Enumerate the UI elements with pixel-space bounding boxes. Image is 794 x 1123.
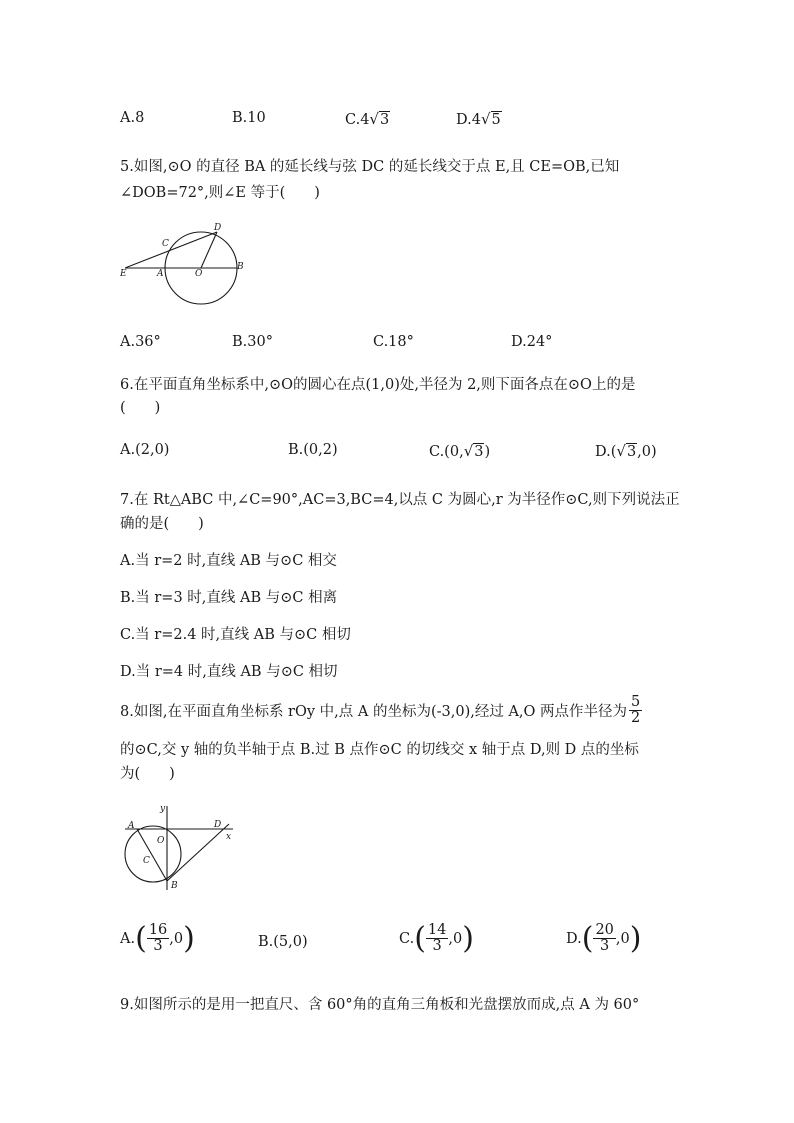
q7-option-c: C.当 r=2.4 时,直线 AB 与⊙C 相切 — [120, 627, 351, 643]
label-o: O — [195, 269, 203, 279]
q4-option-b: B.10 — [232, 110, 266, 126]
q6-stem-line1: 6.在平面直角坐标系中,⊙O的圆心在点(1,0)处,半径为 2,则下面各点在⊙O上的是 — [120, 377, 636, 393]
sqrt-symbol: √3 — [463, 442, 484, 460]
q8-option-b: B.(5,0) — [258, 934, 308, 950]
label-b: B — [171, 881, 178, 891]
q5-option-a: A.36° — [120, 334, 161, 350]
q8-stem-line1: 8.如图,在平面直角坐标系 rOy 中,点 A 的坐标为(-3,0),经过 A,O 两点作半径为 $\frac{5}{2}$ — [120, 694, 641, 727]
circle-c — [125, 826, 181, 882]
q6-stem-line2: ( ) — [120, 400, 161, 416]
q8-stem-line3: 为( ) — [120, 766, 175, 782]
label-d: D — [214, 223, 222, 233]
sqrt-symbol: √5 — [480, 110, 501, 128]
label-o: O — [157, 836, 165, 846]
q8-stem-line2: 的⊙C,交 y 轴的负半轴于点 B.过 B 点作⊙C 的切线交 x 轴于点 D,则 D 点的坐标 — [120, 742, 639, 758]
tangent-bd — [167, 824, 232, 881]
q7-stem-line2: 确的是( ) — [120, 516, 204, 532]
q5-stem-line1: 5.如图,⊙O 的直径 BA 的延长线与弦 DC 的延长线交于点 E,且 CE=OB,已知 — [120, 159, 620, 175]
q5-figure — [115, 218, 255, 308]
q4-option-c: C.4√3 — [345, 110, 390, 128]
q7-option-b: B.当 r=3 时,直线 AB 与⊙C 相离 — [120, 590, 338, 606]
q5-option-d: D.24° — [511, 334, 553, 350]
label-y: y — [160, 804, 166, 814]
q6-option-a: A.(2,0) — [120, 442, 170, 458]
q6-option-d: D.(√3,0) — [595, 442, 657, 460]
q4-option-d: D.4√5 — [456, 110, 501, 128]
label-b: B — [237, 262, 244, 272]
q8-option-d: D. ( $\frac{20}{3}$ ,0 ) — [566, 920, 642, 956]
fraction-five-halves: $\frac{5}{2}$ — [631, 694, 641, 727]
label-c: C — [162, 239, 169, 249]
sqrt-symbol: √3 — [369, 110, 390, 128]
q7-option-d: D.当 r=4 时,直线 AB 与⊙C 相切 — [120, 664, 338, 680]
label-e: E — [120, 269, 127, 279]
label-a: A — [128, 821, 135, 831]
q9-stem-line1: 9.如图所示的是用一把直尺、含 60°角的直角三角板和光盘摆放而成,点 A 为 60° — [120, 997, 640, 1013]
q8-option-a: A. ( $\frac{16}{3}$ ,0 ) — [120, 920, 195, 956]
q5-option-c: C.18° — [373, 334, 414, 350]
label-d: D — [214, 820, 222, 830]
q6-option-b: B.(0,2) — [288, 442, 338, 458]
q8-option-c: C. ( $\frac{14}{3}$ ,0 ) — [399, 920, 474, 956]
label-c: C — [143, 856, 150, 866]
q4-option-a: A.8 — [120, 110, 145, 126]
q7-stem-line1: 7.在 Rt△ABC 中,∠C=90°,AC=3,BC=4,以点 C 为圆心,r 为半径作⊙C,则下列说法正 — [120, 492, 680, 508]
sqrt-symbol: √3 — [616, 442, 637, 460]
label-a: A — [157, 269, 164, 279]
q8-figure — [115, 800, 245, 895]
label-x: x — [226, 832, 232, 842]
q5-stem-line2: ∠DOB=72°,则∠E 等于( ) — [120, 185, 320, 201]
q7-option-a: A.当 r=2 时,直线 AB 与⊙C 相交 — [120, 553, 337, 569]
q5-option-b: B.30° — [232, 334, 273, 350]
q6-option-c: C.(0,√3) — [429, 442, 491, 460]
